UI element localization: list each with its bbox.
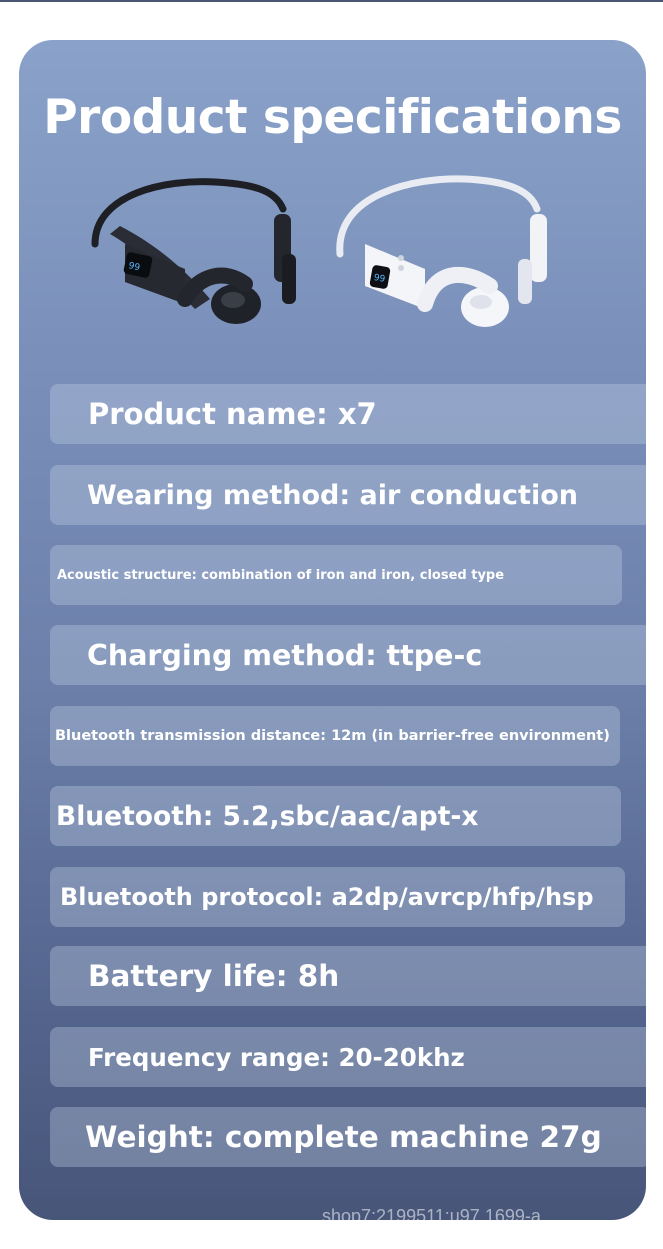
spec-weight: Weight: complete machine 27g xyxy=(50,1107,646,1167)
spec-bluetooth-protocol: Bluetooth protocol: a2dp/avrcp/hfp/hsp xyxy=(50,867,625,927)
page-title: Product specifications xyxy=(43,90,622,145)
spec-product-name: Product name: x7 xyxy=(50,384,646,444)
svg-text:99: 99 xyxy=(127,261,141,274)
spec-transmission-distance: Bluetooth transmission distance: 12m (in barrier-free environment) xyxy=(50,706,620,766)
watermark: shop7:2199511:u97 1699-a xyxy=(322,1206,541,1226)
spec-card xyxy=(19,40,646,1220)
spec-frequency-range: Frequency range: 20-20khz xyxy=(50,1027,646,1087)
spec-charging-method: Charging method: ttpe-c xyxy=(50,625,646,685)
top-divider xyxy=(0,0,663,2)
spec-acoustic-structure: Acoustic structure: combination of iron and iron, closed type xyxy=(50,545,622,605)
black-headset xyxy=(95,182,296,324)
spec-bluetooth-version: Bluetooth: 5.2,sbc/aac/apt-x xyxy=(50,786,621,846)
white-headset xyxy=(340,179,547,327)
spec-battery-life: Battery life: 8h xyxy=(50,946,646,1006)
svg-text:99: 99 xyxy=(372,273,386,285)
spec-wearing-method: Wearing method: air conduction xyxy=(50,465,646,525)
headphones-image xyxy=(85,174,555,334)
